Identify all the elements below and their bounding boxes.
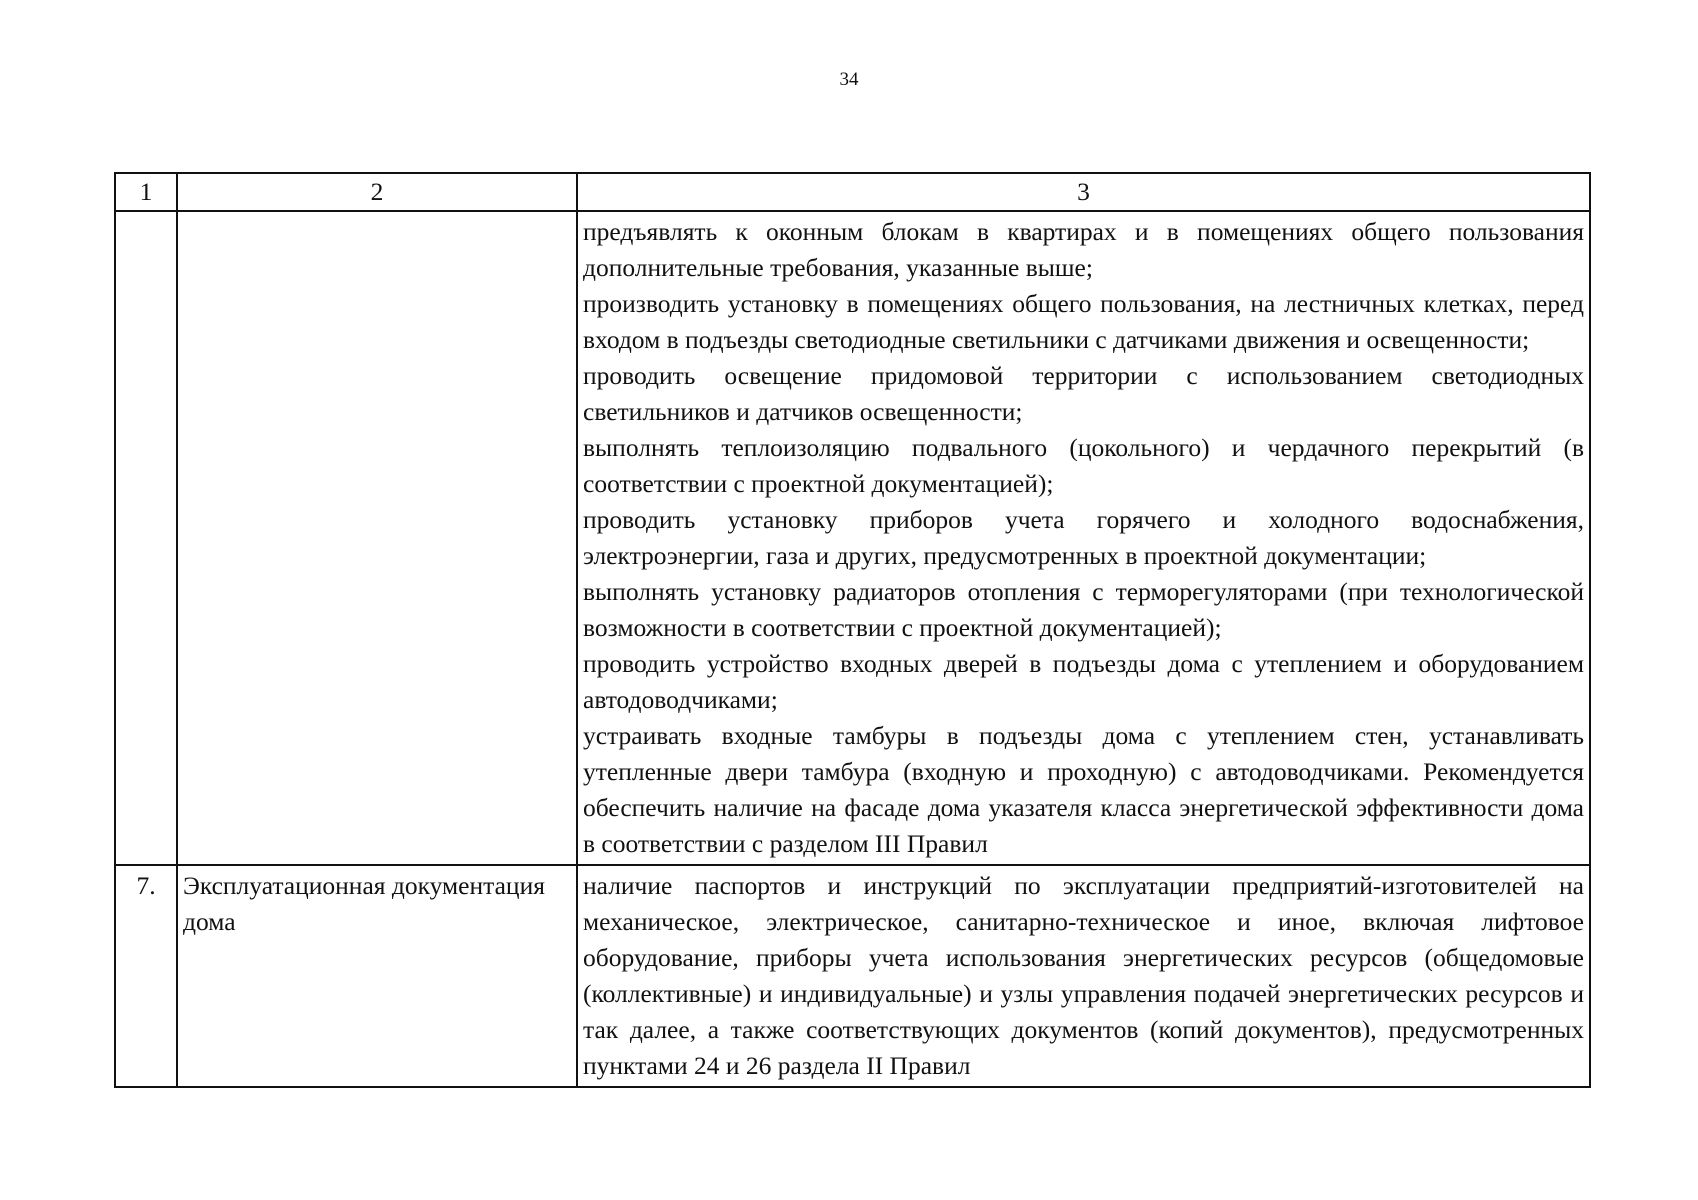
row-number-cell: 7. — [115, 865, 177, 1087]
page-number: 34 — [839, 69, 859, 90]
paragraph: устраивать входные тамбуры в подъезды дома с утеплением стен, устанавливать утепленные двери тамбура (входную и проходную) с автодоводчиками. Рекомендуется обеспечить наличие на фасаде дома указателя класса энергетической эффективности дома в соответствии с разделом III Правил — [583, 721, 1584, 858]
row-name-cell: Эксплуатационная документация дома — [177, 865, 577, 1087]
header-cell-3: 3 — [577, 173, 1590, 211]
row-name-cell — [177, 211, 577, 865]
requirements-table — [114, 172, 1591, 1088]
header-cell-2: 2 — [177, 173, 577, 211]
paragraph: проводить установку приборов учета горячего и холодного водоснабжения, электроэнергии, газа и других, предусмотренных в проектной документации; — [583, 505, 1584, 570]
paragraph: предъявлять к оконным блокам в квартирах и в помещениях общего пользования дополнительные требования, указанные выше; — [583, 217, 1584, 282]
row-text-cell — [577, 211, 1590, 865]
paragraph: выполнять теплоизоляцию подвального (цокольного) и чердачного перекрытий (в соответствии с проектной документацией); — [583, 433, 1584, 498]
table-header-row — [115, 173, 1590, 211]
paragraph: производить установку в помещениях общего пользования, на лестничных клетках, перед входом в подъезды светодиодные светильники с датчиками движения и освещенности; — [583, 289, 1584, 354]
paragraph: наличие паспортов и инструкций по эксплуатации предприятий-изготовителей на механическое, электрическое, санитарно-техническое и иное, включая лифтовое оборудование, приборы учета использования энергетических ресурсов (общедомовые (коллективные) и индивидуальные) и узлы управления подачей энергетических ресурсов и так далее, а также соответствующих документов (копий документов), предусмотренных пунктами 24 и 26 раздела II Правил — [583, 871, 1584, 1080]
row-text-cell — [577, 865, 1590, 1087]
header-cell-1: 1 — [115, 173, 177, 211]
row-number-cell — [115, 211, 177, 865]
paragraph: проводить устройство входных дверей в подъезды дома с утеплением и оборудованием автодоводчиками; — [583, 649, 1584, 714]
paragraph: проводить освещение придомовой территории с использованием светодиодных светильников и датчиков освещенности; — [583, 361, 1584, 426]
table-row — [115, 865, 1590, 1087]
paragraph: выполнять установку радиаторов отопления с терморегуляторами (при технологической возможности в соответствии с проектной документацией); — [583, 577, 1584, 642]
table-row — [115, 211, 1590, 865]
